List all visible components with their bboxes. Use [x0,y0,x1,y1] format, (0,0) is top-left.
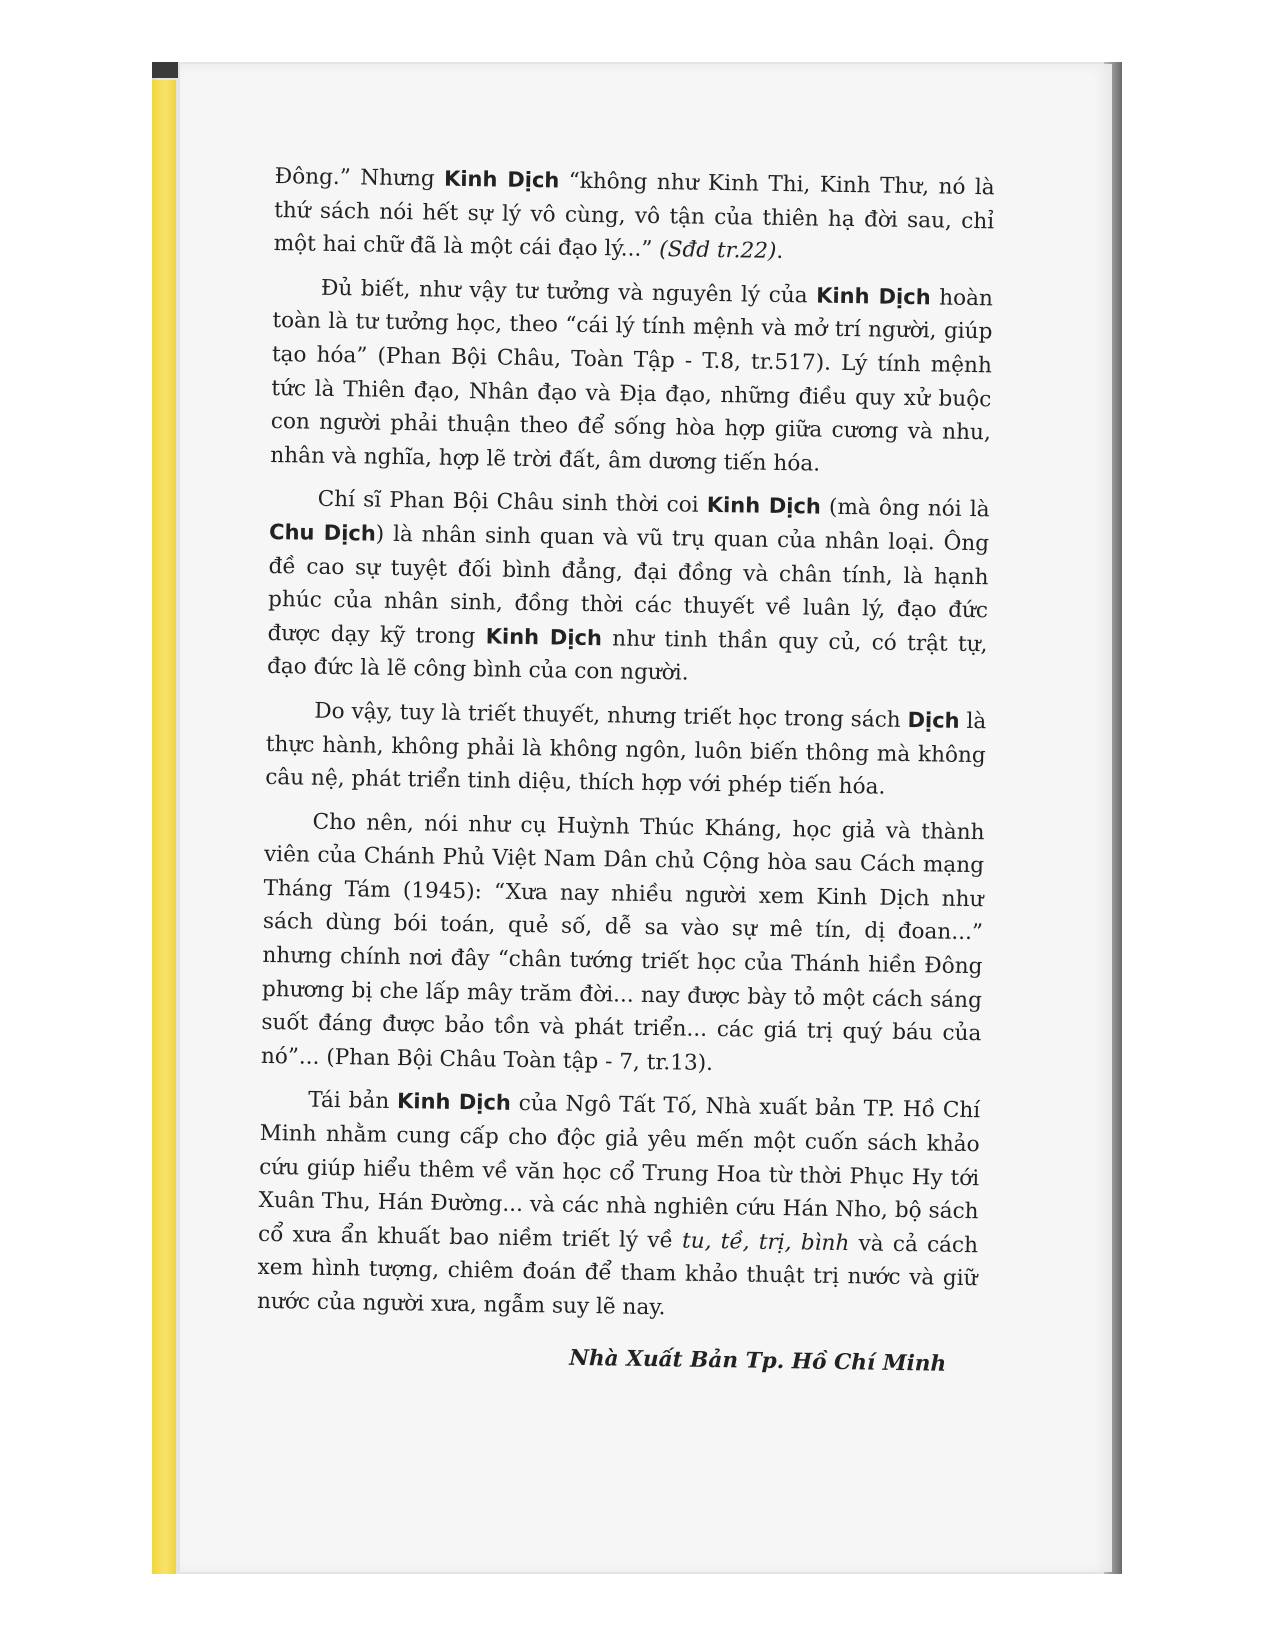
paragraph-2 [270,271,993,484]
italic-citation: (Sđd tr.22) [659,237,777,265]
publisher-signature: Nhà Xuất Bản Tp. Hồ Chí Minh [569,1345,947,1377]
bold-term: Kinh Dịch [706,493,822,519]
paragraph-6 [257,1083,981,1329]
bold-term: Kinh Dịch [816,283,931,310]
text-run: Tái bản [308,1088,398,1115]
text-run: ) là nhân sinh quan và vũ trụ quan của nhân loại. Ông đề cao sự tuyệt đối bình đẳng, đại đồng và chân tính, là hạnh phúc của nhân sinh, đồng thời các thuyết về luân lý, đạo đức được dạy kỹ trong [267,521,990,650]
paragraph-4 [265,694,986,806]
text-run: Do vậy, tuy là triết thuyết, nhưng triết học trong sách [314,698,908,733]
paragraph-3 [267,482,990,695]
text-run: Đông.” Nhưng [274,163,445,192]
text-run: và cả cách xem hình tượng, chiêm đoán để tham khảo thuật trị nước và giữ nước của người xưa, ngẫm suy lẽ nay. [256,1230,979,1321]
text-run: (mà ông nói là [820,494,990,523]
page-text [256,160,995,1377]
text-run: “không như Kinh Thi, Kinh Thư, nó là thứ sách nói hết sự lý vô cùng, vô tận của thiên hạ đời sau, chỉ một hai chữ đã là một cái đạo lý...” [273,168,995,263]
text-run: của Ngô Tất Tố, Nhà xuất bản TP. Hồ Chí Minh nhằm cung cấp cho độc giả yêu mến một cuốn sách khảo cứu giúp hiểu thêm về văn học cổ Trung Hoa từ thời Phục Hy tới Xuân Thu, Hán Đường... và các nhà nghiên cứu Hán Nho, bộ sách cổ xưa ẩn khuất bao niềm triết lý về [257,1091,981,1254]
bold-term: Kinh Dịch [443,166,560,193]
bold-term: Chu Dịch [268,519,376,546]
text-run: . [776,239,784,265]
paragraph-1 [273,160,994,272]
text-run: như tinh thần quy củ, có trật tự, đạo đức là lẽ công bình của con người. [266,625,988,686]
text-run: là thực hành, không phải là không ngôn, luôn biến thông mà không câu nệ, phát triển tinh diệu, thích hợp với phép tiến hóa. [265,708,987,800]
text-run: hoàn toàn là tư tưởng học, theo “cái lý tính mệnh và mở trí người, giúp tạo hóa” (Phan Bội Châu, Toàn Tập - T.8, tr.517). Lý tính mệnh tức là Thiên đạo, Nhân đạo và Địa đạo, những điều quy xử buộc con người phải thuận theo để sống hòa hợp giữa cương và nhu, nhân và nghĩa, hợp lẽ trời đất, âm dương tiến hóa. [270,285,994,477]
italic-term: tu, tề, trị, bình [681,1228,850,1256]
book-corner-shadow [152,62,178,78]
bold-term: Kinh Dịch [485,624,603,650]
text-run: Cho nên, nói như cụ Huỳnh Thúc Kháng, học giả và thành viên của Chánh Phủ Việt Nam Dân chủ Cộng hòa sau Cách mạng Tháng Tám (1945): “Xưa nay nhiều người xem Kinh Dịch như sách dùng bói toán, quẻ số, dễ sa vào sự mê tín, dị đoan...” nhưng chính nơi đây “chân tướng triết học của Thánh hiền Đông phương bị che lấp mây trăm đời... nay được bày tỏ một cách sáng suốt đáng được bảo tồn và phát triển... các giá trị quý báu của nó”... (Phan Bội Châu Toàn tập - 7, tr.13). [260,809,985,1076]
paragraph-5 [261,805,985,1085]
text-run: Chí sĩ Phan Bội Châu sinh thời coi [317,487,708,519]
text-run: Đủ biết, như vậy tư tưởng và nguyên lý của [320,275,817,309]
book-spine-edge [152,80,176,1574]
bold-term: Dịch [907,707,960,733]
bold-term: Kinh Dịch [396,1089,512,1116]
